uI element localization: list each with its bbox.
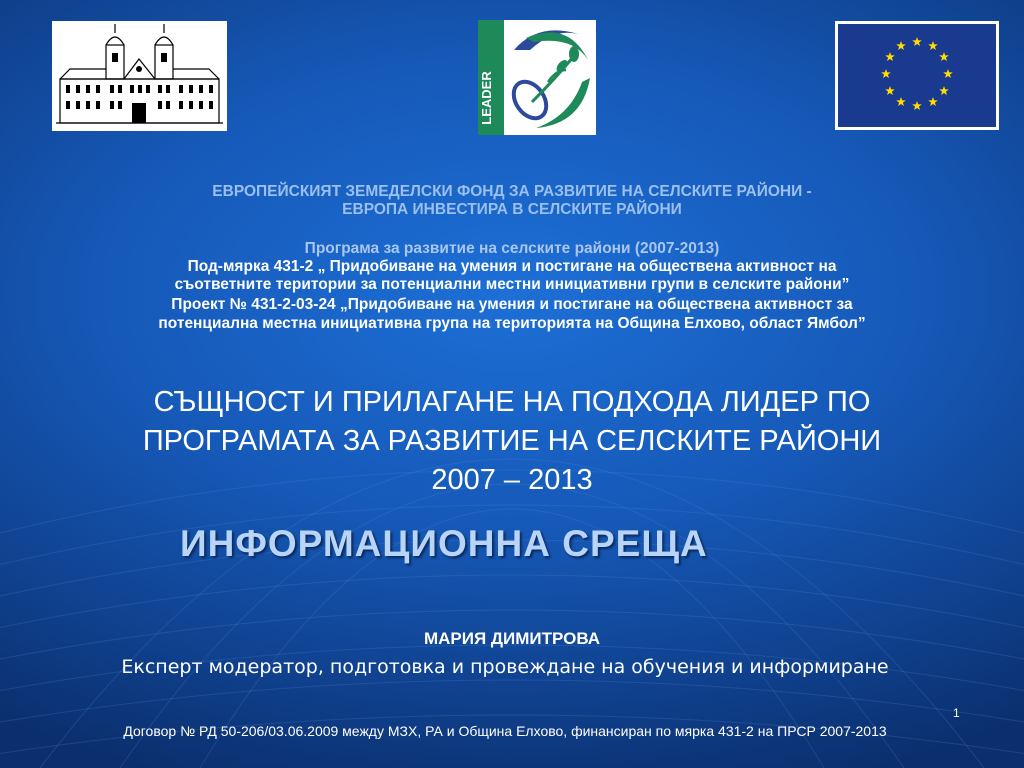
eu-stars-icon [838, 24, 996, 127]
title-line-1: СЪЩНОСТ И ПРИЛАГАНЕ НА ПОДХОДА ЛИДЕР ПО [153, 386, 871, 418]
leader-logo [478, 20, 596, 135]
building-logo [52, 21, 227, 131]
slide-title [0, 383, 1024, 500]
eu-flag [835, 21, 999, 130]
submeasure-line-1: Под-мярка 431-2 „ Придобиване на умения и постигане на обществена активност на [187, 258, 837, 275]
title-line-3: 2007 – 2013 [431, 464, 593, 496]
submeasure-text [0, 258, 1024, 293]
fund-line-1: ЕВРОПЕЙСКИЯТ ЗЕМЕДЕЛСКИ ФОНД ЗА РАЗВИТИЕ НА СЕЛСКИТЕ РАЙОНИ - [212, 183, 812, 200]
project-line-1: Проект № 431-2-03-24 „Придобиване на умения и постигане на обществена активност за [171, 296, 853, 313]
title-line-2: ПРОГРАМАТА ЗА РАЗВИТИЕ НА СЕЛСКИТЕ РАЙОНИ [142, 425, 882, 457]
project-text [0, 296, 1024, 333]
speaker-role: Експерт модератор, подготовка и провеждане на обучения и информиране [121, 656, 889, 678]
fund-heading [0, 183, 1024, 219]
leader-icon [478, 20, 596, 135]
submeasure-line-2: съответните територии за потенциални местни инициативни групи в селските райони” [174, 275, 850, 293]
leader-text: LEADER [479, 71, 494, 125]
page-number: 1 [953, 706, 960, 720]
footer-contract: Договор № РД 50-206/03.06.2009 между МЗХ, РА и Община Елхово, финансиран по мярка 431-2 на ПРСР 2007-2013 [123, 723, 887, 739]
meeting-heading: ИНФОРМАЦИОННА СРЕЩА [180, 523, 708, 564]
fund-line-2: ЕВРОПА ИНВЕСТИРА В СЕЛСКИТЕ РАЙОНИ [342, 201, 682, 218]
speaker-name: МАРИЯ ДИМИТРОВА [423, 629, 601, 648]
project-line-2: потенциална местна инициативна група на територията на Община Елхово, област Ямбол” [158, 314, 866, 332]
program-line: Програма за развитие на селските райони (2007-2013) [304, 240, 720, 257]
building-icon [52, 21, 227, 131]
